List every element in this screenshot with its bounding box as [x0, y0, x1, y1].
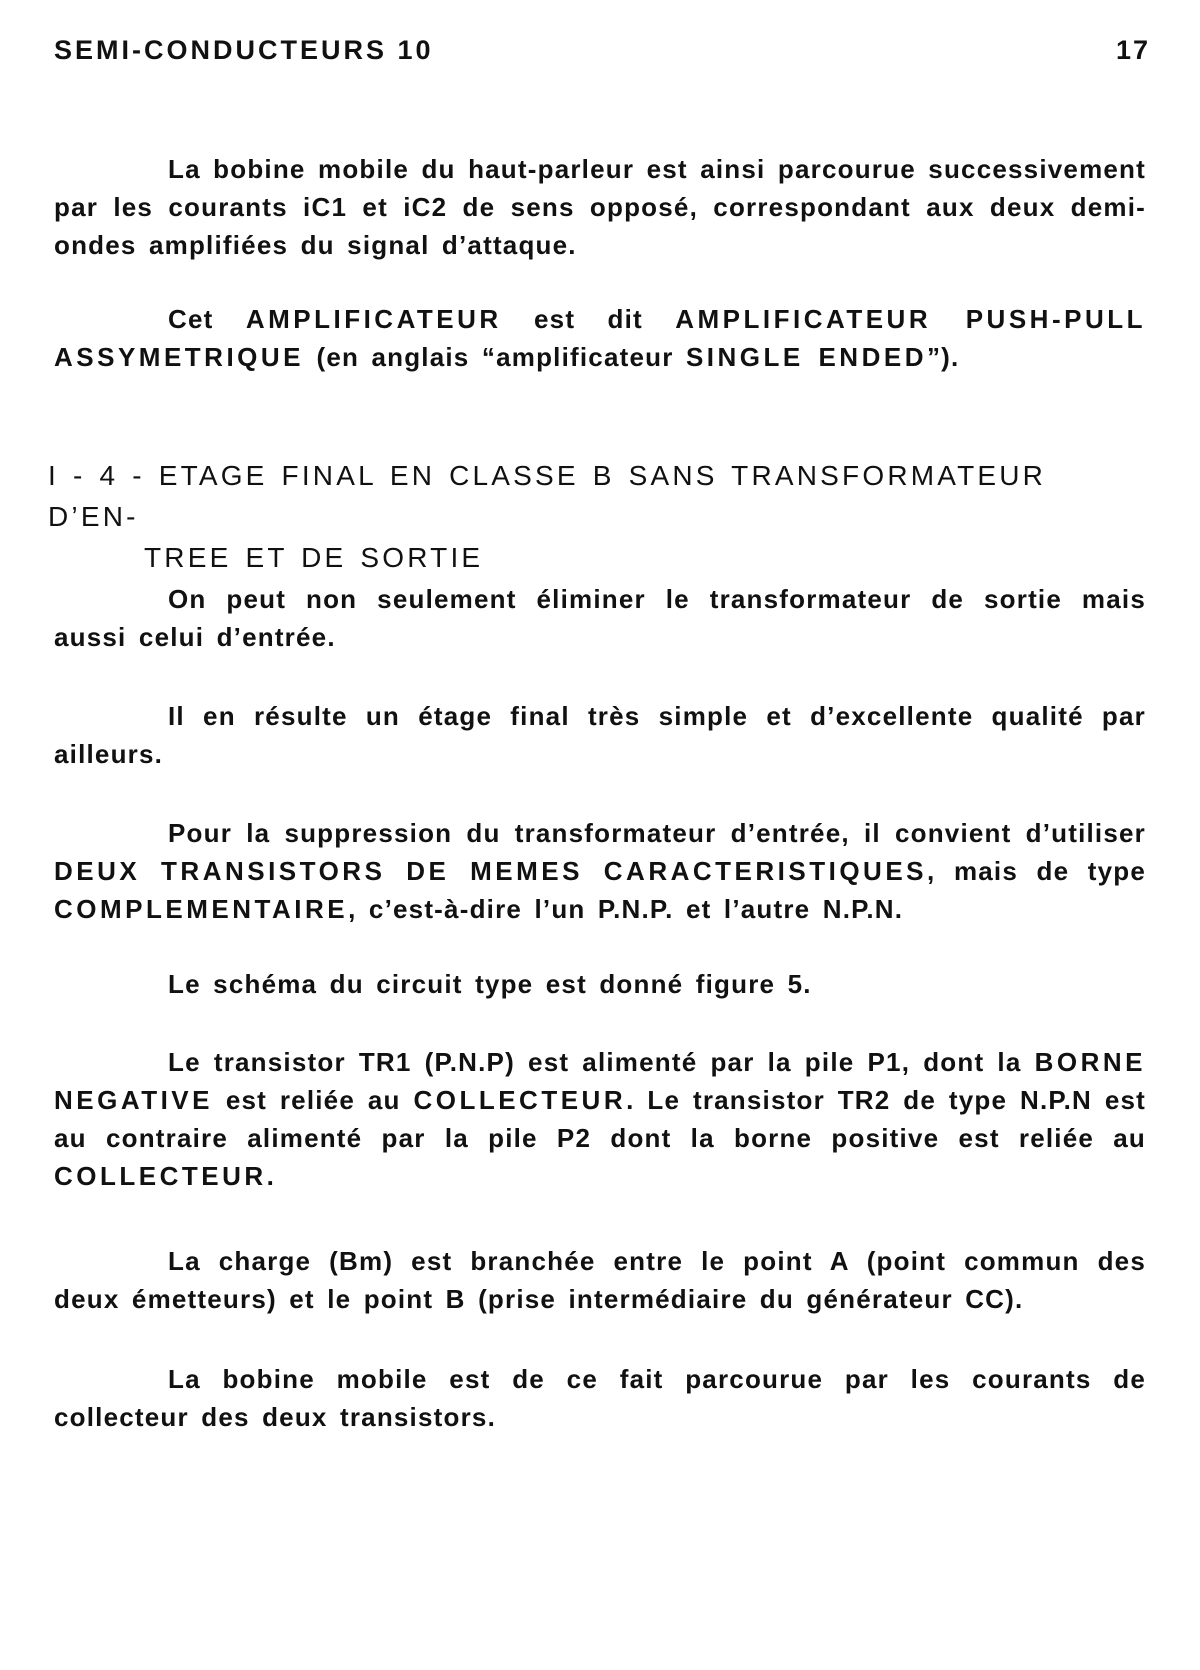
page-number: 17 — [1115, 34, 1150, 65]
paragraph-transistor-supply — [54, 1043, 1146, 1195]
page-header — [54, 30, 1150, 70]
paragraph-complementary-transistors — [54, 814, 1146, 928]
paragraph-text: La charge (Bm) est branchée entre le point A (point commun des deux émetteurs) et le point B (prise intermédiaire du générateur CC). — [54, 1246, 1146, 1314]
section-heading-line-2: TREE ET DE SORTIE — [144, 542, 484, 573]
section-heading — [48, 455, 1148, 578]
section-heading-line-1: I - 4 - ETAGE FINAL EN CLASSE B SANS TRANSFORMATEUR D’EN- — [48, 460, 1047, 532]
paragraph-eliminate-transformers — [54, 580, 1146, 656]
emphasis-run: BORNE NEGATIVE — [54, 1047, 1146, 1115]
text-run: ”). — [926, 342, 960, 372]
paragraph-text: On peut non seulement éliminer le transformateur de sortie mais aussi celui d’entrée. — [54, 584, 1146, 652]
emphasis-run: COLLECTEUR — [413, 1085, 627, 1115]
text-run: . Le transistor TR2 de type N.P.N est au contraire alimenté par la pile P2 dont la borne positive est reliée au — [54, 1085, 1146, 1153]
text-run: est reliée au — [212, 1085, 414, 1115]
emphasis-run: COLLECTEUR — [54, 1161, 267, 1191]
paragraph-amplifier-definition — [54, 300, 1146, 376]
text-run: . — [266, 1161, 276, 1191]
text-run: Cet — [168, 304, 246, 334]
text-run: est dit — [501, 304, 676, 334]
emphasis-run: COMPLEMENTAIRE — [54, 894, 349, 924]
paragraph-push-pull-currents — [54, 150, 1146, 264]
emphasis-run: AMPLIFICATEUR PUSH-PULL ASSYMETRIQUE — [54, 304, 1146, 372]
running-title: SEMI-CONDUCTEURS 10 — [54, 34, 434, 65]
paragraph-text: La bobine mobile du haut-parleur est ainsi parcourue successivement par les courants iC1 et iC2 de sens opposé, correspondant aux deux demi-ondes amplifiées du signal d’attaque. — [54, 154, 1146, 260]
emphasis-run: AMPLIFICATEUR — [245, 304, 502, 334]
emphasis-run: SINGLE ENDED — [685, 342, 927, 372]
text-run: Le transistor TR1 (P.N.P) est alimenté par la pile P1, dont la — [168, 1047, 1035, 1077]
text-run: Pour la suppression du transformateur d’entrée, il convient d’utiliser — [168, 818, 1146, 848]
paragraph-load-connection — [54, 1242, 1146, 1318]
paragraph-coil-currents — [54, 1360, 1146, 1436]
text-run: (en anglais “amplificateur — [304, 342, 686, 372]
paragraph-text: La bobine mobile est de ce fait parcourue par les courants de collecteur des deux transistors. — [54, 1364, 1146, 1432]
text-run: , c’est-à-dire l’un P.N.P. et l’autre N.P.N. — [348, 894, 904, 924]
text-run: , mais de type — [927, 856, 1147, 886]
paragraph-text: Le schéma du circuit type est donné figure 5. — [168, 969, 812, 999]
paragraph-result — [54, 697, 1146, 773]
paragraph-figure-reference — [54, 965, 1146, 1003]
emphasis-run: DEUX TRANSISTORS DE MEMES CARACTERISTIQUES — [54, 856, 928, 886]
paragraph-text: Il en résulte un étage final très simple et d’excellente qualité par ailleurs. — [54, 701, 1146, 769]
